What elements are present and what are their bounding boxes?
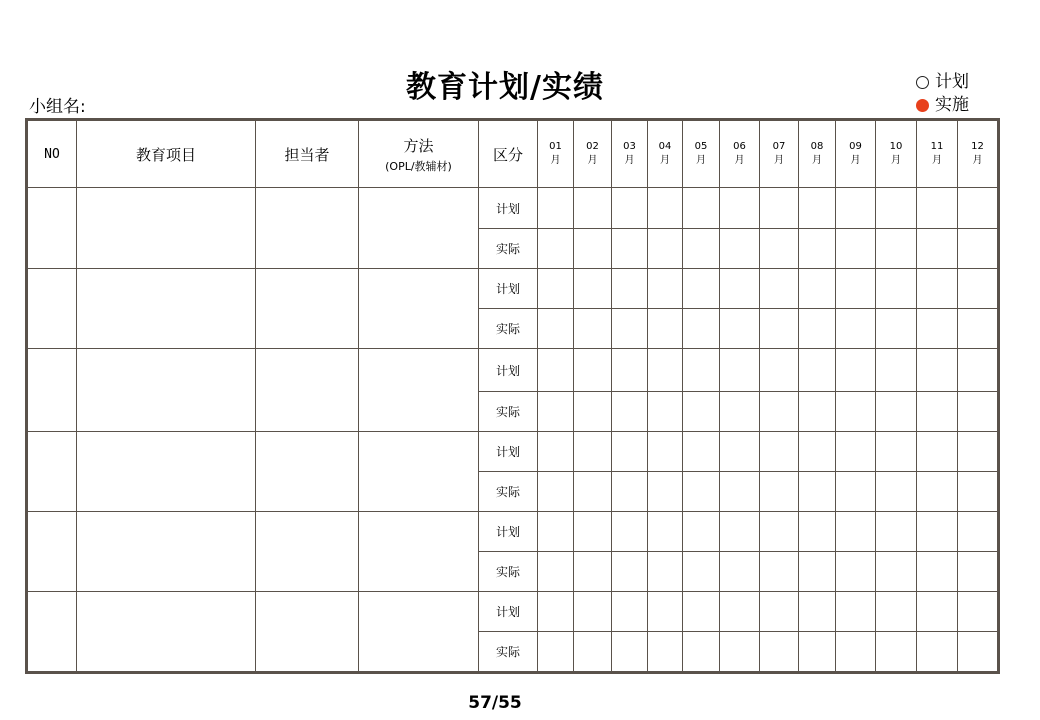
cell-kind-plan: 计划 xyxy=(479,349,538,392)
cell-month[interactable] xyxy=(574,229,612,269)
cell-month[interactable] xyxy=(799,229,836,269)
cell-month[interactable] xyxy=(799,592,836,632)
month-unit: 月 xyxy=(774,155,784,166)
cell-month[interactable] xyxy=(612,512,648,552)
cell-month[interactable] xyxy=(683,432,720,472)
cell-month[interactable] xyxy=(574,592,612,632)
cell-month[interactable] xyxy=(876,269,917,309)
cell-month[interactable] xyxy=(720,592,760,632)
cell-month[interactable] xyxy=(720,188,760,229)
cell-kind-actual: 实际 xyxy=(479,229,538,269)
cell-month[interactable] xyxy=(836,349,876,392)
cell-month[interactable] xyxy=(574,552,612,592)
cell-month[interactable] xyxy=(836,392,876,432)
legend xyxy=(916,71,969,117)
cell-month[interactable] xyxy=(612,632,648,673)
cell-method[interactable] xyxy=(359,512,479,592)
cell-kind-actual: 实际 xyxy=(479,309,538,349)
cell-month[interactable] xyxy=(720,512,760,552)
month-number: 08 xyxy=(810,141,824,152)
cell-month[interactable] xyxy=(648,432,683,472)
cell-month[interactable] xyxy=(683,309,720,349)
cell-month[interactable] xyxy=(917,592,958,632)
table-row xyxy=(27,269,999,309)
cell-month[interactable] xyxy=(917,188,958,229)
header-month xyxy=(574,120,612,188)
cell-item[interactable] xyxy=(77,269,256,349)
cell-month[interactable] xyxy=(612,229,648,269)
cell-kind-plan: 计划 xyxy=(479,269,538,309)
cell-kind-actual: 实际 xyxy=(479,392,538,432)
cell-month[interactable] xyxy=(574,432,612,472)
cell-month[interactable] xyxy=(876,472,917,512)
cell-month[interactable] xyxy=(760,512,799,552)
header-no: NO xyxy=(27,120,77,188)
cell-month[interactable] xyxy=(958,432,999,472)
cell-month[interactable] xyxy=(917,349,958,392)
cell-month[interactable] xyxy=(799,309,836,349)
month-unit: 月 xyxy=(587,155,598,166)
cell-month[interactable] xyxy=(876,309,917,349)
month-unit: 月 xyxy=(891,155,901,166)
cell-month[interactable] xyxy=(720,309,760,349)
cell-month[interactable] xyxy=(958,349,999,392)
cell-kind-actual: 实际 xyxy=(479,552,538,592)
cell-month[interactable] xyxy=(538,392,574,432)
cell-month[interactable] xyxy=(648,512,683,552)
hollow-circle-icon xyxy=(916,76,929,89)
header-month xyxy=(799,120,836,188)
cell-month[interactable] xyxy=(760,309,799,349)
cell-month[interactable] xyxy=(799,632,836,673)
cell-month[interactable] xyxy=(876,632,917,673)
cell-kind-actual: 实际 xyxy=(479,632,538,673)
month-unit: 月 xyxy=(550,155,561,166)
cell-month[interactable] xyxy=(683,552,720,592)
month-number: 03 xyxy=(623,141,636,152)
cell-owner[interactable] xyxy=(256,269,359,349)
header-month xyxy=(720,120,760,188)
cell-month[interactable] xyxy=(958,472,999,512)
header-month xyxy=(683,120,720,188)
cell-month[interactable] xyxy=(836,229,876,269)
header-method-main: 方法 xyxy=(403,136,434,155)
cell-month[interactable] xyxy=(760,432,799,472)
header-month xyxy=(836,120,876,188)
cell-month[interactable] xyxy=(836,472,876,512)
month-number: 10 xyxy=(889,141,903,152)
cell-month[interactable] xyxy=(612,472,648,512)
cell-month[interactable] xyxy=(958,592,999,632)
cell-month[interactable] xyxy=(574,392,612,432)
cell-month[interactable] xyxy=(648,188,683,229)
month-unit: 月 xyxy=(812,155,822,166)
cell-month[interactable] xyxy=(612,552,648,592)
cell-kind-plan: 计划 xyxy=(479,432,538,472)
cell-month[interactable] xyxy=(683,269,720,309)
cell-month[interactable] xyxy=(836,552,876,592)
education-plan-table xyxy=(25,118,1000,674)
cell-month[interactable] xyxy=(958,229,999,269)
cell-month[interactable] xyxy=(612,432,648,472)
cell-month[interactable] xyxy=(799,512,836,552)
cell-month[interactable] xyxy=(799,392,836,432)
cell-month[interactable] xyxy=(648,229,683,269)
cell-month[interactable] xyxy=(574,512,612,552)
cell-month[interactable] xyxy=(648,309,683,349)
filled-circle-icon xyxy=(916,99,929,112)
cell-month[interactable] xyxy=(836,188,876,229)
cell-month[interactable] xyxy=(612,592,648,632)
cell-month[interactable] xyxy=(760,592,799,632)
group-name-label: 小组名: xyxy=(29,97,86,117)
cell-owner[interactable] xyxy=(256,188,359,269)
cell-month[interactable] xyxy=(958,188,999,229)
table-row xyxy=(27,188,999,229)
cell-month[interactable] xyxy=(648,269,683,309)
cell-month[interactable] xyxy=(683,512,720,552)
cell-month[interactable] xyxy=(648,552,683,592)
cell-month[interactable] xyxy=(720,392,760,432)
cell-month[interactable] xyxy=(574,349,612,392)
header-month xyxy=(917,120,958,188)
cell-month[interactable] xyxy=(760,632,799,673)
month-number: 04 xyxy=(658,141,672,152)
cell-kind-plan: 计划 xyxy=(479,512,538,552)
header-item: 教育项目 xyxy=(77,120,256,188)
cell-month[interactable] xyxy=(760,472,799,512)
cell-month[interactable] xyxy=(612,269,648,309)
month-number: 06 xyxy=(733,141,746,152)
header-month xyxy=(538,120,574,188)
cell-month[interactable] xyxy=(958,392,999,432)
cell-month[interactable] xyxy=(799,349,836,392)
cell-month[interactable] xyxy=(538,309,574,349)
cell-month[interactable] xyxy=(760,269,799,309)
cell-month[interactable] xyxy=(917,472,958,512)
page-title: 教育计划/实绩 xyxy=(406,70,604,105)
month-unit: 月 xyxy=(932,155,942,166)
cell-month[interactable] xyxy=(720,432,760,472)
cell-method[interactable] xyxy=(359,269,479,349)
cell-no[interactable] xyxy=(27,269,77,349)
cell-month[interactable] xyxy=(574,188,612,229)
cell-month[interactable] xyxy=(683,349,720,392)
month-unit: 月 xyxy=(972,155,983,166)
month-number: 02 xyxy=(586,141,599,152)
cell-month[interactable] xyxy=(574,472,612,512)
cell-owner[interactable] xyxy=(256,349,359,432)
cell-month[interactable] xyxy=(720,472,760,512)
table-row xyxy=(27,432,999,472)
cell-month[interactable] xyxy=(538,552,574,592)
cell-month[interactable] xyxy=(720,269,760,309)
cell-month[interactable] xyxy=(836,269,876,309)
month-unit: 月 xyxy=(660,155,670,166)
cell-month[interactable] xyxy=(836,632,876,673)
cell-month[interactable] xyxy=(958,269,999,309)
cell-owner[interactable] xyxy=(256,592,359,673)
cell-month[interactable] xyxy=(574,269,612,309)
cell-item[interactable] xyxy=(77,188,256,269)
cell-item[interactable] xyxy=(77,432,256,512)
cell-month[interactable] xyxy=(836,592,876,632)
month-number: 07 xyxy=(772,141,786,152)
cell-month[interactable] xyxy=(876,229,917,269)
cell-month[interactable] xyxy=(876,349,917,392)
header-kind: 区分 xyxy=(479,120,538,188)
cell-month[interactable] xyxy=(648,472,683,512)
table-row xyxy=(27,512,999,552)
cell-item[interactable] xyxy=(77,592,256,673)
cell-month[interactable] xyxy=(538,632,574,673)
header-month xyxy=(760,120,799,188)
cell-month[interactable] xyxy=(876,512,917,552)
cell-month[interactable] xyxy=(683,472,720,512)
cell-month[interactable] xyxy=(720,552,760,592)
cell-method[interactable] xyxy=(359,592,479,673)
header-method xyxy=(359,120,479,188)
cell-month[interactable] xyxy=(538,188,574,229)
cell-month[interactable] xyxy=(612,349,648,392)
cell-month[interactable] xyxy=(683,392,720,432)
month-number: 01 xyxy=(549,141,562,152)
cell-month[interactable] xyxy=(836,309,876,349)
cell-month[interactable] xyxy=(917,512,958,552)
cell-month[interactable] xyxy=(538,512,574,552)
cell-month[interactable] xyxy=(876,592,917,632)
cell-method[interactable] xyxy=(359,432,479,512)
cell-month[interactable] xyxy=(720,632,760,673)
table-row xyxy=(27,592,999,632)
header-month xyxy=(958,120,999,188)
header-month xyxy=(876,120,917,188)
cell-month[interactable] xyxy=(917,269,958,309)
cell-month[interactable] xyxy=(648,392,683,432)
cell-no[interactable] xyxy=(27,349,77,432)
cell-kind-plan: 计划 xyxy=(479,592,538,632)
cell-month[interactable] xyxy=(958,632,999,673)
month-unit: 月 xyxy=(850,155,861,166)
cell-kind-actual: 实际 xyxy=(479,472,538,512)
cell-month[interactable] xyxy=(538,269,574,309)
cell-month[interactable] xyxy=(683,229,720,269)
cell-month[interactable] xyxy=(574,309,612,349)
cell-month[interactable] xyxy=(917,432,958,472)
cell-month[interactable] xyxy=(760,349,799,392)
month-number: 09 xyxy=(849,141,862,152)
cell-month[interactable] xyxy=(917,392,958,432)
month-number: 12 xyxy=(971,141,984,152)
cell-month[interactable] xyxy=(683,188,720,229)
cell-month[interactable] xyxy=(760,229,799,269)
cell-month[interactable] xyxy=(836,512,876,552)
legend-actual xyxy=(916,94,969,117)
header-month xyxy=(648,120,683,188)
cell-no[interactable] xyxy=(27,512,77,592)
cell-month[interactable] xyxy=(760,392,799,432)
cell-month[interactable] xyxy=(538,472,574,512)
cell-month[interactable] xyxy=(917,229,958,269)
table-header-row xyxy=(27,120,999,188)
cell-month[interactable] xyxy=(917,632,958,673)
cell-month[interactable] xyxy=(876,432,917,472)
cell-kind-plan: 计划 xyxy=(479,188,538,229)
month-number: 11 xyxy=(930,141,944,152)
page-number: 57/55 xyxy=(468,693,522,713)
cell-month[interactable] xyxy=(612,392,648,432)
cell-month[interactable] xyxy=(799,188,836,229)
cell-month[interactable] xyxy=(799,472,836,512)
header-method-sub: (OPL/教辅材) xyxy=(385,159,452,173)
cell-month[interactable] xyxy=(720,349,760,392)
cell-month[interactable] xyxy=(538,592,574,632)
legend-actual-label: 实施 xyxy=(935,95,969,115)
cell-month[interactable] xyxy=(958,552,999,592)
cell-month[interactable] xyxy=(958,512,999,552)
cell-month[interactable] xyxy=(760,188,799,229)
cell-no[interactable] xyxy=(27,432,77,512)
cell-month[interactable] xyxy=(538,349,574,392)
cell-item[interactable] xyxy=(77,349,256,432)
cell-item[interactable] xyxy=(77,512,256,592)
header-month xyxy=(612,120,648,188)
cell-month[interactable] xyxy=(958,309,999,349)
cell-month[interactable] xyxy=(574,632,612,673)
cell-month[interactable] xyxy=(720,229,760,269)
cell-month[interactable] xyxy=(917,309,958,349)
cell-month[interactable] xyxy=(799,552,836,592)
cell-month[interactable] xyxy=(538,432,574,472)
cell-month[interactable] xyxy=(876,552,917,592)
cell-month[interactable] xyxy=(760,552,799,592)
cell-month[interactable] xyxy=(648,592,683,632)
legend-plan xyxy=(916,71,969,94)
cell-month[interactable] xyxy=(538,229,574,269)
cell-month[interactable] xyxy=(683,592,720,632)
cell-month[interactable] xyxy=(876,392,917,432)
legend-plan-label: 计划 xyxy=(935,72,969,92)
table-row xyxy=(27,349,999,392)
cell-no[interactable] xyxy=(27,188,77,269)
cell-month[interactable] xyxy=(917,552,958,592)
month-number: 05 xyxy=(694,141,708,152)
month-unit: 月 xyxy=(734,155,745,166)
cell-month[interactable] xyxy=(799,432,836,472)
cell-month[interactable] xyxy=(612,188,648,229)
cell-month[interactable] xyxy=(876,188,917,229)
cell-month[interactable] xyxy=(612,309,648,349)
month-unit: 月 xyxy=(696,155,706,166)
cell-no[interactable] xyxy=(27,592,77,673)
cell-month[interactable] xyxy=(648,349,683,392)
cell-method[interactable] xyxy=(359,349,479,432)
cell-owner[interactable] xyxy=(256,432,359,512)
cell-month[interactable] xyxy=(799,269,836,309)
cell-month[interactable] xyxy=(683,632,720,673)
month-unit: 月 xyxy=(624,155,635,166)
cell-month[interactable] xyxy=(836,432,876,472)
cell-method[interactable] xyxy=(359,188,479,269)
cell-owner[interactable] xyxy=(256,512,359,592)
cell-month[interactable] xyxy=(648,632,683,673)
header-owner: 担当者 xyxy=(256,120,359,188)
